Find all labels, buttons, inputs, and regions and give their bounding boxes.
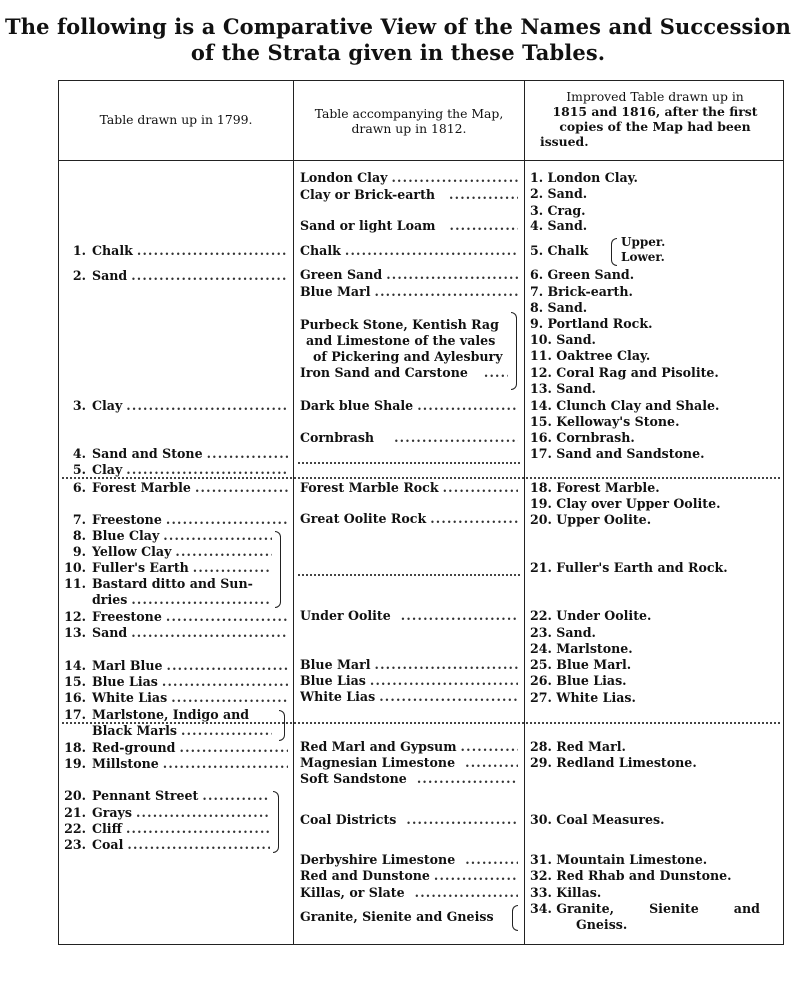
- table-bottom-rule: [58, 944, 784, 945]
- col3-row: 28. Red Marl.: [530, 739, 626, 754]
- col1-row: 15. Blue Lias .....: [62, 674, 288, 690]
- col3-row: 9. Portland Rock.: [530, 316, 653, 331]
- dotted-separator: [298, 462, 520, 466]
- col1-row: 6. Forest Marble .....: [62, 480, 288, 496]
- col3-row: 27. White Lias.: [530, 690, 636, 705]
- col2-row: Blue Marl .....: [300, 657, 518, 673]
- col3-row: 13. Sand.: [530, 381, 596, 396]
- col3-row: 17. Sand and Sandstone.: [530, 446, 705, 461]
- col3-row: 32. Red Rhab and Dunstone.: [530, 868, 732, 883]
- brace-col2-purbeck: [511, 312, 517, 390]
- col3-row: 7. Brick-earth.: [530, 284, 633, 299]
- col1-row: 23. Coal .....: [62, 837, 270, 853]
- table-right-rule: [783, 80, 784, 945]
- col2-row: and Limestone of the vales: [306, 333, 496, 348]
- title-line-2: of the Strata given in these Tables.: [190, 40, 606, 65]
- col3-row: 26. Blue Lias.: [530, 673, 627, 688]
- col2-row: Red Marl and Gypsum .....: [300, 739, 518, 755]
- col3-row: 20. Upper Oolite.: [530, 512, 652, 527]
- dotted-separator: [298, 574, 520, 578]
- brace-col2-granite: [512, 905, 518, 931]
- header-col-1815-l2: 1815 and 1816, after the first: [552, 104, 758, 119]
- col3-row: 11. Oaktree Clay.: [530, 348, 651, 363]
- col3-row: 30. Coal Measures.: [530, 812, 665, 827]
- col1-row: 14. Marl Blue .....: [62, 658, 288, 674]
- col1-row: 12. Freestone .....: [62, 609, 288, 625]
- col2-row: Iron Sand and Carstone .....: [300, 365, 508, 381]
- col2-row: Granite, Sienite and Gneiss: [300, 909, 494, 924]
- col1-row: 18. Red-ground .....: [62, 740, 288, 756]
- col2-row: Chalk .....: [300, 243, 518, 259]
- col2-row: Cornbrash .....: [300, 430, 518, 446]
- col1-row: Black Marls .....: [62, 723, 272, 739]
- col1-row: 8. Blue Clay .....: [62, 528, 272, 544]
- col2-row: Under Oolite .....: [300, 608, 518, 624]
- col1-row: 3. Clay .....: [62, 398, 288, 414]
- col3-row: 1. London Clay.: [530, 170, 638, 185]
- col3-row: 34. Granite, Sienite and: [530, 901, 760, 916]
- col3-row: 10. Sand.: [530, 332, 596, 347]
- col3-row: 18. Forest Marble.: [530, 480, 660, 495]
- col1-row: 2. Sand .....: [62, 268, 288, 284]
- col2-row: Blue Marl .....: [300, 284, 518, 300]
- col2-row: Clay or Brick-earth .....: [300, 187, 518, 203]
- col3-row: 29. Redland Limestone.: [530, 755, 697, 770]
- col2-row: Great Oolite Rock .....: [300, 511, 518, 527]
- col1-row: 19. Millstone .....: [62, 756, 288, 772]
- column-divider-1: [293, 80, 294, 945]
- col1-row: 17. Marlstone, Indigo and: [64, 707, 250, 722]
- header-col-1815-l3: copies of the Map had been: [559, 119, 751, 134]
- col3-row: 14. Clunch Clay and Shale.: [530, 398, 720, 413]
- col1-row: 5. Clay .....: [62, 462, 288, 478]
- col1-row: 4. Sand and Stone .....: [62, 446, 288, 462]
- col3-row: 19. Clay over Upper Oolite.: [530, 496, 721, 511]
- col1-row: 20. Pennant Street .....: [62, 788, 270, 804]
- col1-row: 22. Cliff .....: [62, 821, 270, 837]
- col3-row: 23. Sand.: [530, 625, 596, 640]
- col2-row: Coal Districts .....: [300, 812, 518, 828]
- col2-row: Sand or light Loam .....: [300, 218, 518, 234]
- brace-col1-clays: [275, 531, 281, 608]
- col1-row: 16. White Lias .....: [62, 690, 288, 706]
- col3-row: 22. Under Oolite.: [530, 608, 652, 623]
- col3-row: 15. Kelloway's Stone.: [530, 414, 680, 429]
- col2-row: Blue Lias .....: [300, 673, 518, 689]
- col2-row: Purbeck Stone, Kentish Rag: [300, 317, 499, 332]
- col3-row: 12. Coral Rag and Pisolite.: [530, 365, 719, 380]
- col2-row: Derbyshire Limestone .....: [300, 852, 518, 868]
- col2-row: Green Sand .....: [300, 267, 518, 283]
- col3-row: 16. Cornbrash.: [530, 430, 635, 445]
- col2-row: Red and Dunstone .....: [300, 868, 518, 884]
- col2-row: Dark blue Shale .....: [300, 398, 518, 414]
- col2-row: Forest Marble Rock .....: [300, 480, 518, 496]
- col1-row: dries .....: [62, 592, 272, 608]
- col2-row: White Lias .....: [300, 689, 518, 705]
- col2-row: Magnesian Limestone .....: [300, 755, 518, 771]
- brace-col1-coal: [273, 791, 279, 853]
- col1-row: 21. Grays .....: [62, 805, 270, 821]
- col3-row: 21. Fuller's Earth and Rock.: [530, 560, 728, 575]
- chalk-upper: Upper.: [621, 235, 666, 249]
- table-top-rule: [58, 80, 784, 81]
- col1-row: 13. Sand .....: [62, 625, 288, 641]
- col3-row: 4. Sand.: [530, 218, 588, 233]
- table-left-rule: [58, 80, 59, 945]
- header-col-1815-l1: Improved Table drawn up in: [566, 89, 744, 104]
- title-line-1: The following is a Comparative View of the Names and Succession: [5, 14, 791, 39]
- col1-row: 1. Chalk .....: [62, 243, 288, 259]
- col3-row: 33. Killas.: [530, 885, 602, 900]
- col1-row: 9. Yellow Clay .....: [62, 544, 272, 560]
- col3-row: 31. Mountain Limestone.: [530, 852, 708, 867]
- col2-row: London Clay .....: [300, 170, 518, 186]
- col1-row: 10. Fuller's Earth .....: [62, 560, 272, 576]
- col2-row: Killas, or Slate .....: [300, 885, 518, 901]
- dotted-separator: [62, 722, 780, 726]
- brace-col3-chalk: [611, 238, 617, 266]
- header-col-1812-l1: Table accompanying the Map,: [314, 106, 504, 121]
- col3-row: 25. Blue Marl.: [530, 657, 632, 672]
- col3-row: Gneiss.: [576, 917, 628, 932]
- col3-row: 6. Green Sand.: [530, 267, 635, 282]
- col3-row-chalk: 5. Chalk: [530, 243, 589, 258]
- col2-row: Soft Sandstone .....: [300, 771, 518, 787]
- col3-row: 3. Crag.: [530, 203, 586, 218]
- column-divider-2: [524, 80, 525, 945]
- header-col-1799: Table drawn up in 1799.: [99, 112, 253, 127]
- chalk-lower: Lower.: [621, 250, 665, 264]
- col2-row: of Pickering and Aylesbury: [313, 349, 503, 364]
- col3-row: 8. Sand.: [530, 300, 588, 315]
- header-rule: [58, 160, 784, 161]
- col3-row: 24. Marlstone.: [530, 641, 633, 656]
- col1-row: 11. Bastard ditto and Sun-: [64, 576, 253, 591]
- header-col-1812-l2: drawn up in 1812.: [351, 121, 467, 136]
- col3-row: 2. Sand.: [530, 186, 588, 201]
- header-col-1815-l4: issued.: [540, 134, 589, 149]
- col1-row: 7. Freestone .....: [62, 512, 288, 528]
